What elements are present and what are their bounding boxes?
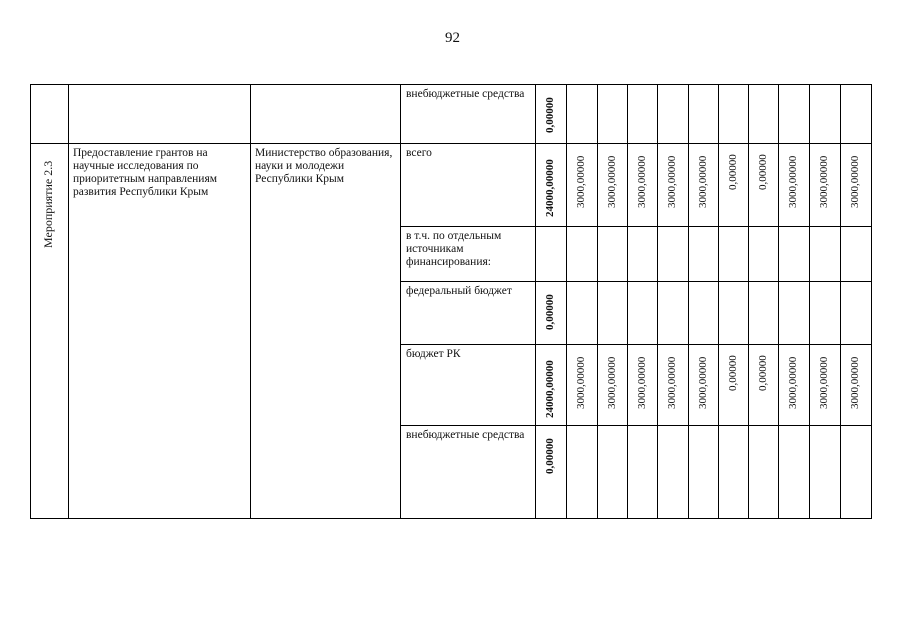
table-hline [30, 143, 872, 144]
table-vline [30, 84, 31, 518]
row-total-value: 24000,00000 [544, 360, 556, 419]
funding-source-label: бюджет РК [406, 348, 461, 360]
year-value: 3000,00000 [697, 356, 709, 409]
year-value: 3000,00000 [575, 155, 587, 208]
year-value: 3000,00000 [787, 356, 799, 409]
funding-source-label: в т.ч. по отдельным источникам финансирования: [406, 230, 502, 268]
table-hline [400, 281, 872, 282]
table-vline [400, 84, 401, 518]
year-value: 3000,00000 [575, 356, 587, 409]
funding-source-label: федеральный бюджет [406, 285, 512, 297]
table-hline [400, 425, 872, 426]
year-value: 0,00000 [757, 154, 769, 191]
table-vline [871, 84, 872, 518]
year-value: 0,00000 [757, 355, 769, 392]
table-vline [627, 84, 628, 518]
year-value: 3000,00000 [697, 155, 709, 208]
row-total-value: 0,00000 [544, 438, 556, 475]
year-value: 3000,00000 [606, 155, 618, 208]
funding-source-label: всего [406, 147, 432, 159]
table-vline [748, 84, 749, 518]
table-vline [778, 84, 779, 518]
measure-description: Предоставление грантов на научные исследования по приоритетным направлениям развития Республики Крым [73, 147, 218, 198]
table-hline [400, 226, 872, 227]
funding-source-label: внебюджетные средства [406, 429, 525, 441]
year-value: 3000,00000 [636, 356, 648, 409]
year-value: 3000,00000 [787, 155, 799, 208]
row-total-value: 0,00000 [544, 97, 556, 134]
table-vline [597, 84, 598, 518]
row-total-value: 24000,00000 [544, 159, 556, 218]
table-vline [840, 84, 841, 518]
year-value: 3000,00000 [818, 155, 830, 208]
table-vline [657, 84, 658, 518]
year-value: 3000,00000 [636, 155, 648, 208]
table-vline [688, 84, 689, 518]
table-vline [68, 84, 69, 518]
year-value: 3000,00000 [818, 356, 830, 409]
year-value: 3000,00000 [666, 356, 678, 409]
table-vline [535, 84, 536, 518]
table-vline [250, 84, 251, 518]
year-value: 3000,00000 [849, 155, 861, 208]
year-value: 3000,00000 [849, 356, 861, 409]
year-value: 0,00000 [727, 355, 739, 392]
table-vline [809, 84, 810, 518]
table-hline [30, 84, 872, 85]
year-value: 3000,00000 [666, 155, 678, 208]
page-number: 92 [445, 30, 460, 46]
year-value: 3000,00000 [606, 356, 618, 409]
row-total-value: 0,00000 [544, 294, 556, 331]
year-value: 0,00000 [727, 154, 739, 191]
table-hline [400, 344, 872, 345]
measure-executor: Министерство образования, науки и молодежи Республики Крым [255, 147, 393, 185]
table-vline [718, 84, 719, 518]
table-vline [566, 84, 567, 518]
measure-label: Мероприятие 2.3 [41, 160, 55, 248]
table-hline [30, 518, 872, 519]
funding-source-label: внебюджетные средства [406, 88, 525, 100]
